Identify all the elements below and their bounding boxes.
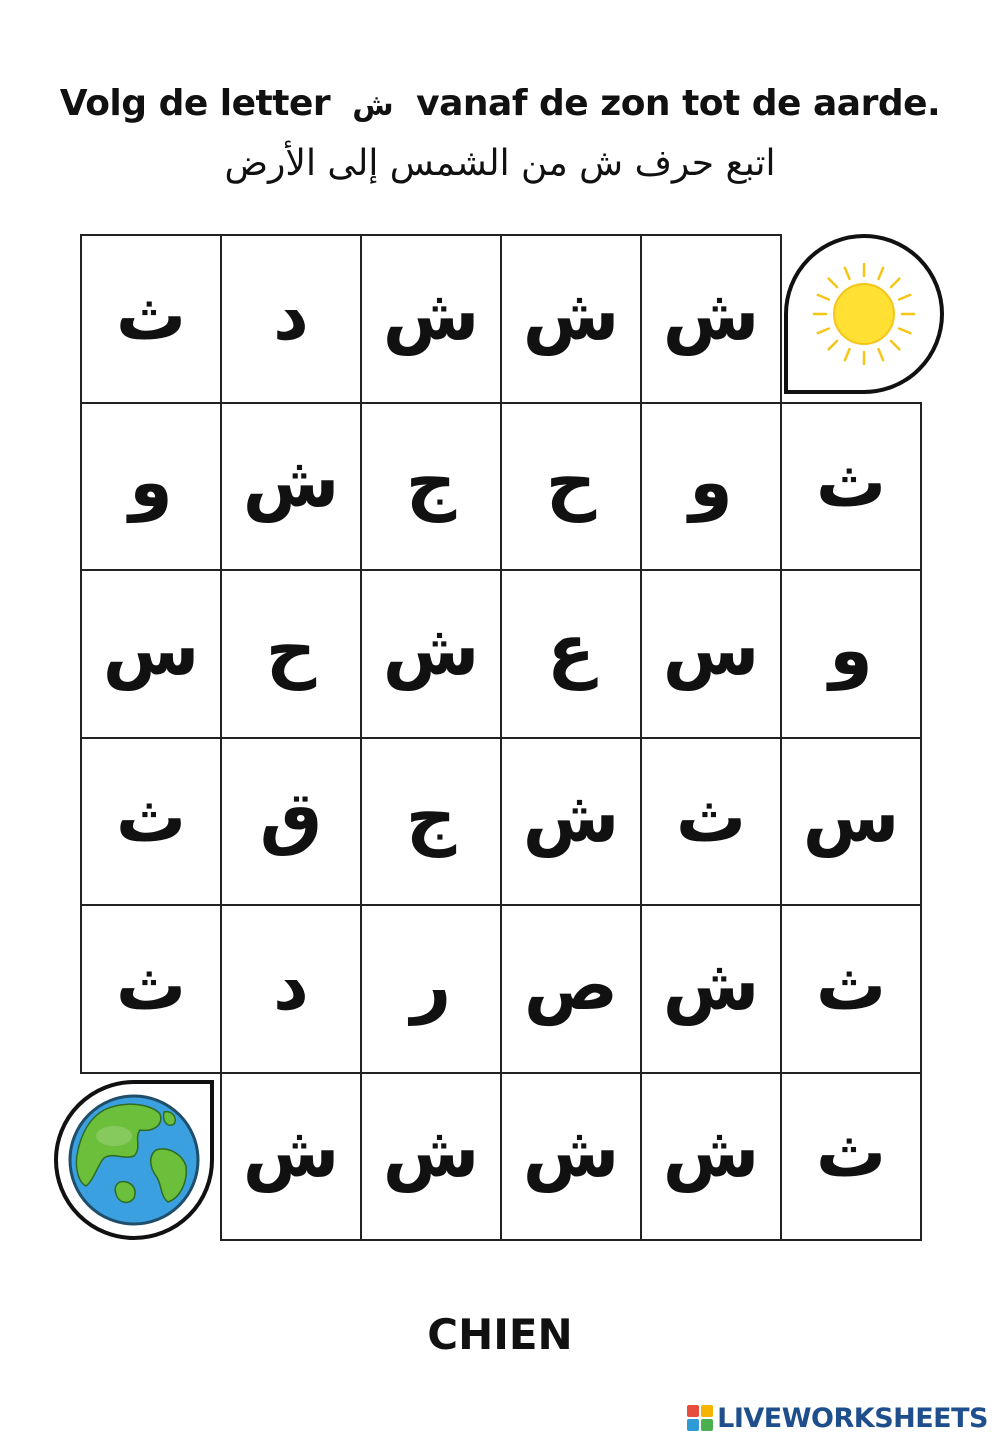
maze-cell-letter: ج [405,441,457,524]
brand-footer [687,1398,988,1438]
maze-cell-letter: و [689,441,733,524]
maze-cell[interactable] [80,904,222,1074]
maze-cell[interactable] [220,1072,362,1242]
maze-cell[interactable] [640,904,782,1074]
maze-cell[interactable] [780,569,922,739]
maze-cell-letter: و [829,608,873,691]
maze-cell-letter: ش [522,1111,620,1194]
maze-cell[interactable] [500,1072,642,1242]
maze-cell-letter: ش [662,1111,760,1194]
sun-icon [809,259,919,369]
instruction-dutch-start: Volg de letter [59,83,331,124]
maze-cell-letter: س [802,776,900,859]
instruction-arabic: اتبع حرف ش من الشمس إلى الأرض [224,143,776,184]
brand-logo-icon [687,1405,713,1431]
maze-cell-letter: ح [545,441,597,524]
earth-end-badge [54,1080,214,1240]
maze-cell-letter: ش [662,273,760,356]
earth-icon [64,1090,204,1230]
maze-cell-letter: ح [265,608,317,691]
maze-cell-letter: ش [662,943,760,1026]
maze-cell-letter: و [129,441,173,524]
maze-cell[interactable] [500,402,642,572]
maze-cell-letter: ج [405,776,457,859]
maze-cell[interactable] [80,569,222,739]
maze-cell-letter: ش [382,273,480,356]
maze-cell[interactable] [360,402,502,572]
maze-cell-letter: ش [242,1111,340,1194]
maze-cell-letter: د [273,943,309,1026]
maze-cell[interactable] [220,569,362,739]
maze-cell[interactable] [640,402,782,572]
maze-cell[interactable] [780,904,922,1074]
maze-cell[interactable] [220,737,362,907]
maze-cell-letter: ث [115,776,187,859]
maze-cell[interactable] [80,402,222,572]
maze-cell[interactable] [780,402,922,572]
maze-cell-letter: ر [410,943,452,1026]
maze-cell-letter: س [662,608,760,691]
maze-cell[interactable] [640,1072,782,1242]
maze-cell[interactable] [780,1072,922,1242]
maze-cell[interactable] [220,402,362,572]
maze-cell-letter: ش [382,1111,480,1194]
brand-name: LIVEWORKSHEETS [717,1402,988,1434]
maze-cell[interactable] [360,234,502,404]
maze-cell-letter: ش [242,441,340,524]
maze-cell[interactable] [500,737,642,907]
maze-cell[interactable] [640,737,782,907]
instruction-target-letter: ش [352,88,394,123]
maze-cell-letter: ع [547,608,595,691]
instruction-dutch-end: vanaf de zon tot de aarde. [416,83,941,124]
answer-word: CHIEN [427,1310,573,1359]
maze-cell[interactable] [360,904,502,1074]
maze-cell-letter: ق [259,776,323,859]
maze-cell[interactable] [500,569,642,739]
maze-cell-letter: د [273,273,309,356]
sun-start-badge [784,234,944,394]
maze-cell[interactable] [360,737,502,907]
maze-cell[interactable] [500,234,642,404]
maze-cell[interactable] [80,737,222,907]
maze-cell[interactable] [640,569,782,739]
maze-cell-letter: ث [115,273,187,356]
maze-cell[interactable] [500,904,642,1074]
maze-cell[interactable] [220,234,362,404]
maze-cell-letter: ش [522,776,620,859]
maze-cell-letter: ث [815,1111,887,1194]
maze-cell-letter: ش [382,608,480,691]
maze-cell[interactable] [80,234,222,404]
maze-cell[interactable] [220,904,362,1074]
maze-cell-letter: ث [115,943,187,1026]
maze-cell-letter: ث [815,441,887,524]
maze-cell[interactable] [780,737,922,907]
maze-cell[interactable] [360,1072,502,1242]
maze-cell-letter: ث [815,943,887,1026]
maze-cell-letter: ش [522,273,620,356]
maze-cell-letter: س [102,608,200,691]
maze-cell-letter: ث [675,776,747,859]
maze-cell-letter: ص [523,943,619,1026]
maze-cell[interactable] [640,234,782,404]
maze-cell[interactable] [360,569,502,739]
